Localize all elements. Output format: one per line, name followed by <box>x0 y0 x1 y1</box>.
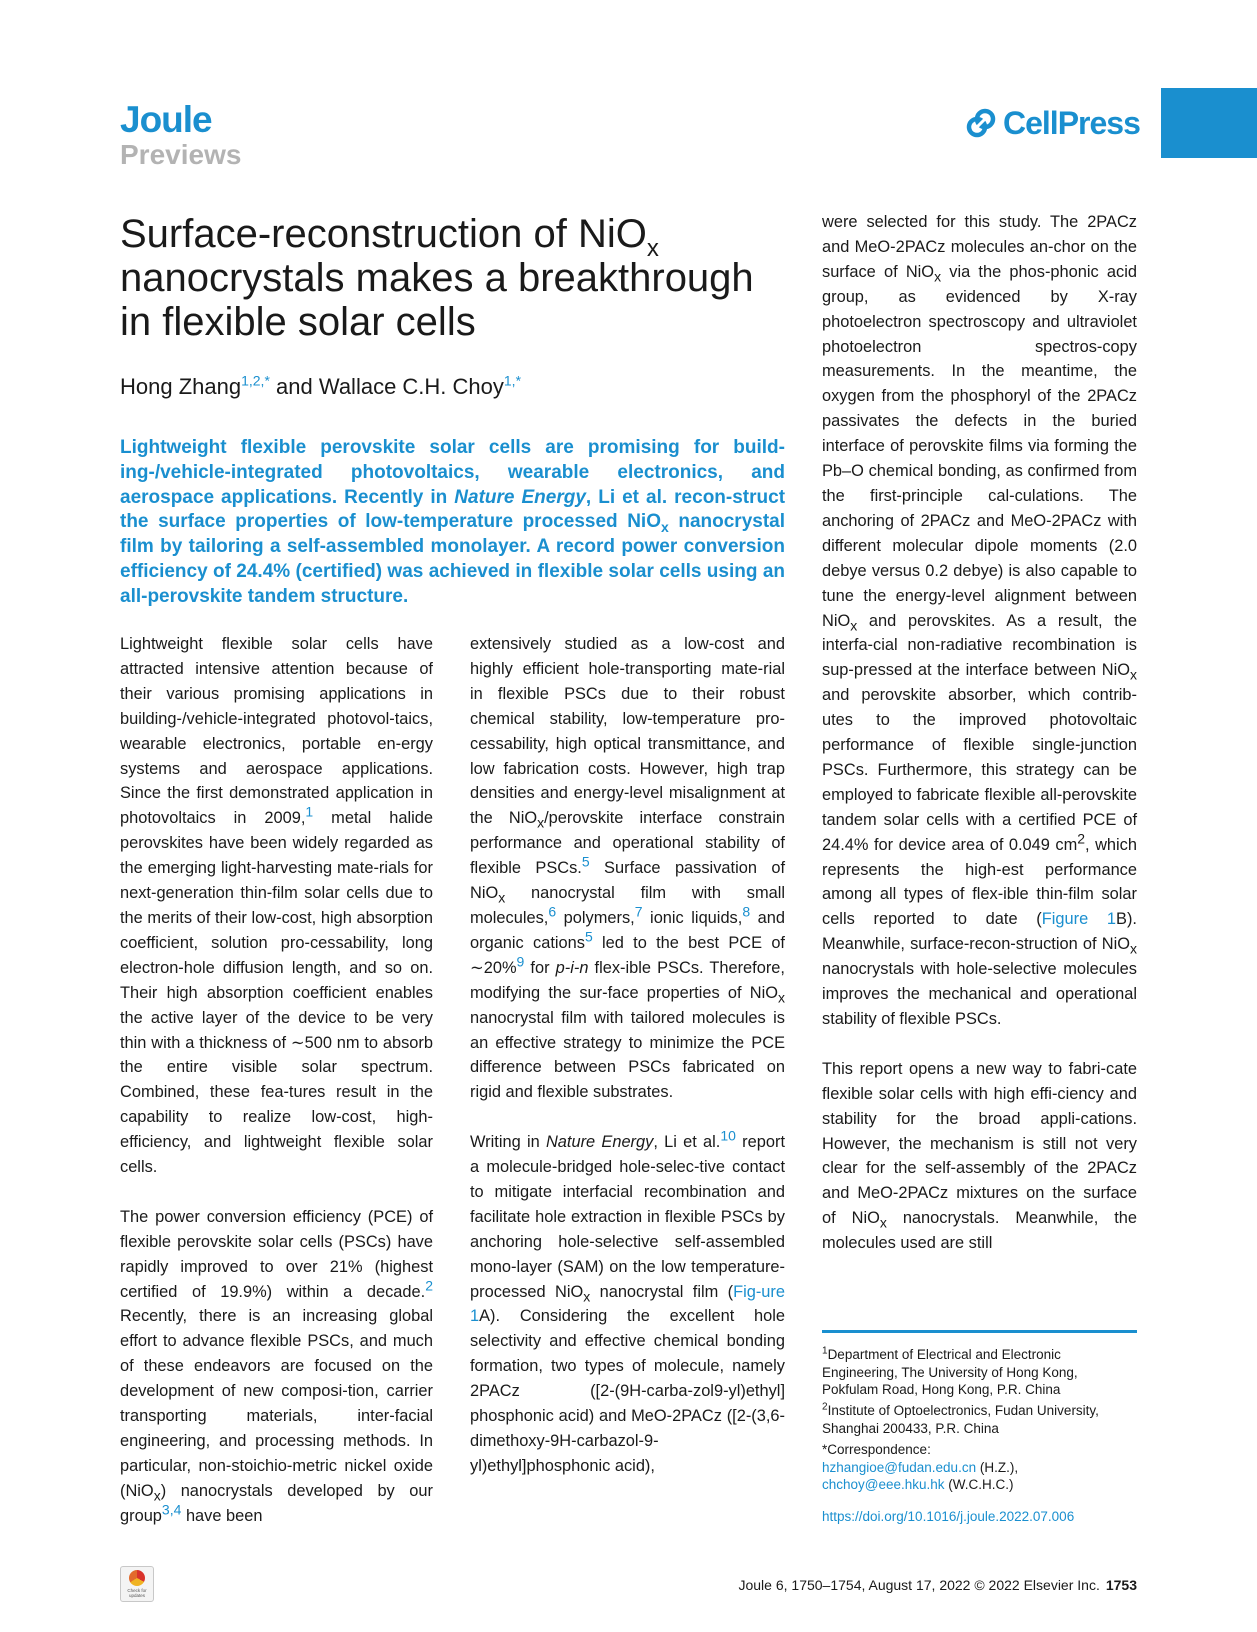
journal-name: Joule <box>120 99 212 140</box>
affiliation-2: $^2$Institute of Optoelectronics, Fudan University, Shanghai 200433, P.R. China <box>822 1401 1099 1436</box>
citation: Joule 6, 1750–1754, August 17, 2022 © 2022 Elsevier Inc. <box>738 1577 1100 1593</box>
ref-link[interactable]: 5 <box>584 928 593 945</box>
affiliation-1: $^1$Department of Electrical and Electronic Engineering, The University of Hong Kong, Pokfulam Road, Hong Kong, P.R. China <box>822 1345 1078 1397</box>
author-name: Hong Zhang <box>120 374 242 399</box>
ref-link[interactable]: 8 <box>742 903 751 920</box>
ref-link[interactable]: 9 <box>516 953 525 970</box>
section-label: Previews <box>120 139 242 170</box>
article-title: Surface-reconstruction of NiO$_x$ nanocrystals makes a breakthrough in flexible solar cells <box>120 212 754 344</box>
ref-link[interactable]: 3,4 <box>161 1501 182 1518</box>
affiliation-divider <box>822 1330 1137 1333</box>
section-tab <box>1161 88 1257 158</box>
paragraph: extensively studied as a low-cost and highly efficient hole-transporting mate-rial in flexible PSCs due to their robust chemical stability, low-temperature pro-cessability, high optical transmittance, and low fabrication costs. However, high trap densities and energy-level misalignment at the NiOx/perovskite interface constrain performance and operational stability of flexible PSCs.5 Surface passivation of NiOx nanocrystal film with small molecules,6 polymers,7 ionic liquids,8 and organic cations5 led to the best PCE of ∼20%9 for p-i-n flex-ible PSCs. Therefore, modifying the sur-face properties of NiOx nanocrystal film with tailored molecules is an effective strategy to minimize the PCE difference between PSCs fabricated on rigid and flexible substrates. <box>470 635 785 1102</box>
page-footer <box>718 1576 1137 1594</box>
author-affil-marks: 1,* <box>503 372 522 389</box>
abstract: Lightweight flexible perovskite solar cells are promising for build-ing-/vehicle-integrated photovoltaics, wearable electronics, and aerospace applications. Recently in Nature Energy, Li et al. recon-struct the surface properties of low-temperature processed NiO$_x$ nanocrystal film by tailoring a self-assembled monolayer. A record power conversion efficiency of 24.4% (certified) was achieved in flexible solar cells using an all-perovskite tandem structure. <box>120 437 786 607</box>
body-column-2 <box>470 632 785 1479</box>
paragraph: were selected for this study. The 2PACz and MeO-2PACz molecules an-chor on the surface of NiOx via the phos-phonic acid group, as evidenced by X-ray photoelectron spectroscopy and ultraviolet photoelectron spectros-copy measurements. In the meantime, the oxygen from the phosphoryl of the 2PACz passivates the defects in the buried interface of perovskite films via forming the Pb–O chemical bonding, as confirmed from the first-principle cal-culations. The anchoring of 2PACz and MeO-2PACz with different molecular dipole moments (2.0 debye versus 0.2 debye) is also capable to tune the energy-level alignment between NiOx and perovskites. As a result, the interfa-cial non-radiative recombination is sup-pressed at the interface between NiOx and perovskite absorber, which contrib-utes to the improved photovoltaic performance of flexible single-junction PSCs. Furthermore, this strategy can be employed to fabricate flexible all-perovskite tandem solar cells with a certified PCE of 24.4% for device area of 0.049 cm2, which represents the high-est performance among all types of flex-ible thin-film solar cells reported to date (Figure 1B). Meanwhile, surface-recon-struction of NiOx nanocrystals with hole-selective molecules improves the mechanical and operational stability of flexible PSCs. <box>822 213 1137 1028</box>
figure-1a-link[interactable]: Fig-ure 1 <box>470 1282 785 1326</box>
ref-link[interactable]: 2 <box>425 1277 433 1294</box>
ref-link[interactable]: 1 <box>305 803 314 820</box>
cellpress-logo-icon <box>965 107 997 139</box>
paragraph: This report opens a new way to fabri-cate flexible solar cells with high effi-ciency and stability for the broad appli-cations. However, the mechanism is still not very clear for the self-assembly of the 2PACz and MeO-2PACz mixtures on the surface of NiOx nanocrystals. Meanwhile, the molecules used are still <box>822 1059 1137 1253</box>
check-updates-icon <box>129 1570 145 1586</box>
ref-link[interactable]: 7 <box>634 903 643 920</box>
figure-1b-link[interactable]: Figure 1 <box>1041 910 1117 929</box>
ref-link[interactable]: 5 <box>581 853 590 870</box>
body-column-1 <box>120 632 433 1529</box>
ref-link[interactable]: 10 <box>720 1127 736 1144</box>
author-affil-marks: 1,2,* <box>241 372 270 389</box>
paragraph: The power conversion efficiency (PCE) of flexible perovskite solar cells (PSCs) have rapidly improved to over 21% (highest certified of 19.9%) within a decade.2 Recently, there is an increasing global effort to advance flexible PSCs, and much of these endeavors are focused on the development of new composi-tion, carrier transporting materials, inter-facial engineering, and processing methods. In particular, non-stoichio-metric nickel oxide (NiOx) nanocrystals developed by our group3,4 have been <box>120 1207 433 1525</box>
author-name: Wallace C.H. Choy <box>318 374 504 399</box>
doi <box>822 1508 1137 1526</box>
ref-link[interactable]: 6 <box>548 903 557 920</box>
check-for-updates-badge[interactable]: Check for updates <box>120 1566 154 1602</box>
publisher-logo <box>965 103 1140 143</box>
correspondence: *Correspondence: hzhangioe@fudan.edu.cn (H.Z.), chchoy@eee.hku.hk (W.C.H.C.) <box>822 1442 1019 1492</box>
publisher-name: CellPress <box>1003 105 1140 141</box>
paragraph: Lightweight flexible solar cells have attracted intensive attention because of their various promising applications in building-/vehicle-integrated photovol-taics, wearable electronics, portable en-ergy systems and aerospace applications. Since the first demonstrated application in photovoltaics in 2009,1 metal halide perovskites have been widely regarded as the emerging light-harvesting mate-rials for next-generation thin-film solar cells due to the merits of their low-cost, high absorption coefficient, solution pro-cessability, long electron-hole diffusion length, and so on. Their high absorption coefficient enables the active layer of the device to be very thin with a thickness of ∼500 nm to absorb the entire visible solar spectrum. Combined, these fea-tures result in the capability to realize low-cost, high-efficiency, and lightweight flexible solar cells. <box>120 635 433 1177</box>
author-list: Hong Zhang$^{1,2,*}$ and Wallace C.H. Choy$^{1,*}$ <box>120 372 522 399</box>
email-link[interactable]: hzhangioe@fudan.edu.cn <box>822 1459 977 1475</box>
page-number: 1753 <box>1105 1577 1137 1593</box>
paragraph: Writing in Nature Energy, Li et al.10 report a molecule-bridged hole-selec-tive contact to mitigate interfacial recombination and facilitate hole extraction in flexible PSCs by anchoring hole-selective self-assembled mono-layer (SAM) on the low temperature-processed NiOx nanocrystal film (Fig-ure 1A). Considering the excellent hole selectivity and effective chemical bonding formation, two types of molecule, namely 2PACz ([2-(9H-carba-zol9-yl)ethyl] phosphonic acid) and MeO-2PACz ([2-(3,6-dimethoxy-9H-carbazol-9-yl)ethyl]phosphonic acid), <box>470 1127 785 1475</box>
email-link[interactable]: chchoy@eee.hku.hk <box>822 1477 945 1492</box>
doi-link[interactable]: https://doi.org/10.1016/j.joule.2022.07.006 <box>822 1509 1075 1524</box>
body-column-3 <box>822 210 1137 1256</box>
